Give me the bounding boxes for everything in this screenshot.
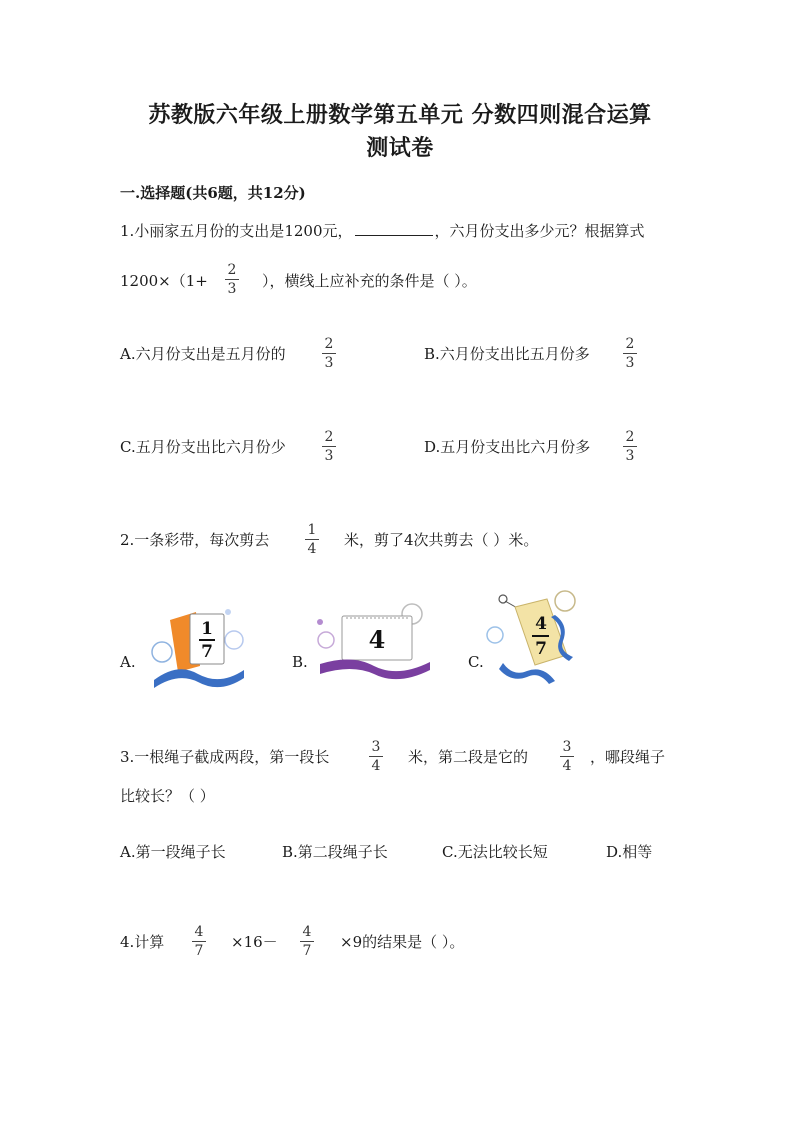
q3-option-d[interactable]: D.相等 bbox=[606, 843, 653, 861]
q1-formula-pre: 1200×（1+ bbox=[120, 272, 208, 290]
card-denominator: 7 bbox=[201, 642, 213, 662]
swirl-decoration bbox=[487, 627, 503, 643]
fraction-numerator: 1 bbox=[307, 522, 317, 538]
fraction-bar bbox=[192, 941, 206, 942]
card-number: 4 bbox=[368, 625, 386, 654]
page-title-line1: 苏教版六年级上册数学第五单元 分数四则混合运算 bbox=[148, 102, 652, 128]
fraction-numerator: 2 bbox=[324, 336, 334, 352]
q3-option-a[interactable]: A.第一段绳子长 bbox=[120, 843, 226, 861]
dot-decoration bbox=[225, 609, 231, 615]
dot-decoration bbox=[317, 619, 323, 625]
purple-ribbon bbox=[320, 659, 430, 679]
q1-text-a: 1.小丽家五月份的支出是1200元， bbox=[120, 222, 353, 240]
q2-option-c-picture[interactable] bbox=[485, 585, 585, 685]
fraction-bar bbox=[369, 756, 383, 757]
fraction-denominator: 3 bbox=[324, 355, 334, 371]
q1-option-b[interactable]: B.六月份支出比五月份多 bbox=[424, 345, 590, 363]
q4-text-mid: ×16－ bbox=[231, 933, 278, 951]
card-numerator: 4 bbox=[535, 614, 547, 634]
fraction-denominator: 4 bbox=[371, 758, 381, 774]
q3-fraction-1 bbox=[366, 739, 386, 774]
q3-fraction-2 bbox=[557, 739, 577, 774]
q1-option-c-fraction bbox=[319, 429, 339, 464]
card-numerator: 1 bbox=[201, 619, 213, 639]
fraction-numerator: 4 bbox=[194, 924, 204, 940]
q3-text-pre: 3.一根绳子截成两段，第一段长 bbox=[120, 748, 330, 766]
q2-option-a-label[interactable]: A. bbox=[120, 653, 136, 671]
q2-option-b-label[interactable]: B. bbox=[292, 653, 308, 671]
q3-text-mid: 米，第二段是它的 bbox=[408, 748, 529, 766]
swirl-decoration bbox=[318, 632, 334, 648]
fraction-denominator: 4 bbox=[562, 758, 572, 774]
q2-option-a-picture[interactable] bbox=[148, 600, 248, 690]
fraction-bar bbox=[322, 353, 336, 354]
page-title-line2: 测试卷 bbox=[366, 135, 434, 161]
q3-text-line2: 比较长？（ ） bbox=[120, 787, 215, 805]
q1-option-a[interactable]: A.六月份支出是五月份的 bbox=[120, 345, 286, 363]
fraction-bar bbox=[560, 756, 574, 757]
fraction-denominator: 7 bbox=[302, 943, 312, 959]
q1-text-b: ，六月份支出多少元？根据算式 bbox=[434, 222, 645, 240]
swirl-decoration bbox=[152, 642, 172, 662]
q1-answer-blank bbox=[355, 223, 433, 236]
q1-formula-fraction bbox=[222, 262, 242, 297]
fraction-bar bbox=[300, 941, 314, 942]
fraction-numerator: 2 bbox=[324, 429, 334, 445]
blue-ribbon bbox=[499, 663, 555, 684]
q2-fraction bbox=[302, 522, 322, 557]
q2-option-b-picture[interactable] bbox=[312, 600, 437, 680]
q1-option-c[interactable]: C.五月份支出比六月份少 bbox=[120, 438, 286, 456]
fraction-numerator: 2 bbox=[625, 429, 635, 445]
q1-option-d-fraction bbox=[620, 429, 640, 464]
fraction-denominator: 3 bbox=[625, 355, 635, 371]
section-header: 一.选择题(共6题，共12分) bbox=[120, 184, 306, 202]
fraction-numerator: 4 bbox=[302, 924, 312, 940]
q1-formula-post: ），横线上应补充的条件是（ ）。 bbox=[262, 272, 477, 290]
q2-text-post: 米，剪了4次共剪去（ ）米。 bbox=[344, 531, 539, 549]
fraction-numerator: 3 bbox=[371, 739, 381, 755]
fraction-numerator: 2 bbox=[227, 262, 237, 278]
q2-text-pre: 2.一条彩带，每次剪去 bbox=[120, 531, 270, 549]
fraction-denominator: 7 bbox=[194, 943, 204, 959]
q1-option-b-fraction bbox=[620, 336, 640, 371]
q1-option-a-fraction bbox=[319, 336, 339, 371]
q4-text-pre: 4.计算 bbox=[120, 933, 165, 951]
q1-option-d[interactable]: D.五月份支出比六月份多 bbox=[424, 438, 591, 456]
fraction-bar bbox=[322, 446, 336, 447]
fraction-bar bbox=[623, 446, 637, 447]
fraction-numerator: 3 bbox=[562, 739, 572, 755]
q3-text-post: ，哪段绳子 bbox=[590, 748, 666, 766]
q4-text-post: ×9的结果是（ ）。 bbox=[340, 933, 465, 951]
blue-ribbon bbox=[154, 669, 244, 688]
q3-option-b[interactable]: B.第二段绳子长 bbox=[282, 843, 388, 861]
swirl-decoration bbox=[555, 591, 575, 611]
fraction-numerator: 2 bbox=[625, 336, 635, 352]
swirl-decoration bbox=[225, 631, 243, 649]
q2-option-c-label[interactable]: C. bbox=[468, 653, 484, 671]
q4-fraction-2 bbox=[297, 924, 317, 959]
fraction-denominator: 3 bbox=[625, 448, 635, 464]
q1-stem-line1 bbox=[120, 220, 645, 241]
fraction-denominator: 4 bbox=[307, 541, 317, 557]
fraction-bar bbox=[305, 539, 319, 540]
card-denominator: 7 bbox=[535, 639, 547, 659]
q3-option-c[interactable]: C.无法比较长短 bbox=[442, 843, 548, 861]
q4-fraction-1 bbox=[189, 924, 209, 959]
fraction-denominator: 3 bbox=[324, 448, 334, 464]
fraction-bar bbox=[225, 279, 239, 280]
fraction-bar bbox=[623, 353, 637, 354]
fraction-denominator: 3 bbox=[227, 281, 237, 297]
